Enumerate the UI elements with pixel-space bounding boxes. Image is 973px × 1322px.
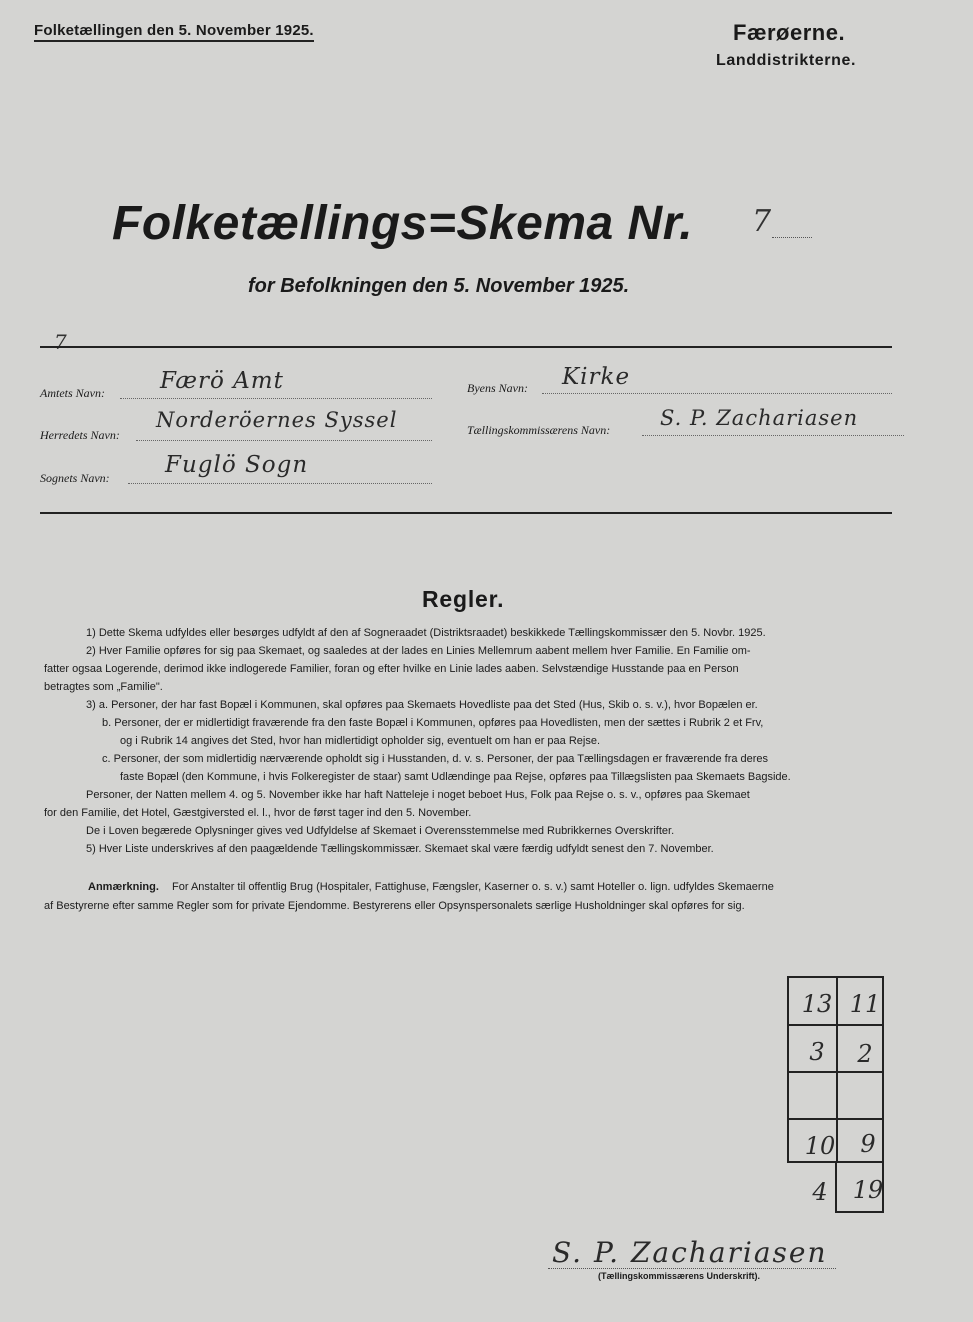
top-divider [40,346,892,348]
form-title: Folketællings=Skema Nr. [112,197,694,250]
rule-line-12: De i Loven begærede Oplysninger gives ved Udfyldelse af Skemaet i Overensstemmelse med Rubrikkernes Overskrifter. [86,825,675,837]
signature-caption: (Tællingskommissærens Underskrift). [598,1271,761,1281]
tally-cell: 2 [857,1040,873,1068]
signature-line [548,1268,836,1269]
form-subtitle: for Befolkningen den 5. November 1925. [248,275,630,297]
herred-label: Herredets Navn: [40,428,120,442]
tally-row-line [789,1118,882,1120]
sogn-value: Fuglö Sogn [165,452,309,478]
by-label: Byens Navn: [467,381,528,395]
by-value: Kirke [562,364,631,390]
note-line-2: af Bestyrerne efter samme Regler som for private Ejendomme. Bestyrerens eller Opsynspersonalets særlige Husholdninger skal opføres for sig. [44,900,745,912]
form-number-line [772,237,812,238]
rule-line-9: faste Bopæl (den Kommune, i hvis Folkeregister de staar) samt Udlændinge paa Rejse, opføres paa Tillægslisten paa Skemaets Bagside. [120,771,791,783]
rule-line-5: 3) a. Personer, der har fast Bopæl i Kommunen, skal opføres paa Skemaets Hovedliste paa det Sted (Hus, Skib o. s. v.), hvor Bopælen er. [86,699,758,711]
rule-line-6: b. Personer, der er midlertidigt fraværende fra den faste Bopæl i Kommunen, opføres paa Hovedlisten, men der sættes i Rubrik 2 et Frv, [102,717,764,729]
tally-cell: 9 [860,1130,876,1158]
kommissaer-label: Tællingskommissærens Navn: [467,423,611,437]
rule-line-13: 5) Hver Liste underskrives af den paagældende Tællingskommissær. Skemaet skal være færdig udfyldt senest den 7. November. [86,843,714,855]
amt-value: Færö Amt [160,368,284,394]
kommissaer-line [642,435,904,436]
tally-extension-bottom [835,1211,884,1213]
form-number: 7 [752,204,772,239]
herred-value: Norderöernes Syssel [156,408,398,432]
bottom-divider [40,512,892,514]
rule-line-3: fatter ogsaa Logerende, derimod ikke indlogerede Familier, foran og efter hvilke en Linie lades aaben. Selvstændige Husstande paa en Person [44,663,739,675]
sogn-line [128,483,432,484]
census-date-header: Folketællingen den 5. November 1925. [34,22,314,42]
note-label: Anmærkning. [88,881,159,893]
signature: S. P. Zachariasen [552,1236,828,1269]
sogn-label: Sognets Navn: [40,471,110,485]
rule-line-1: 1) Dette Skema udfyldes eller besørges udfyldt af den af Sogneraadet (Distriktsraadet) beskikkede Tællingskommissær den 5. Novbr. 1925. [86,627,766,639]
kommissaer-value: S. P. Zachariasen [660,406,859,430]
amt-label: Amtets Navn: [40,386,105,400]
tally-cell: 11 [849,990,881,1018]
tally-cell: 3 [809,1038,825,1066]
region-subtitle: Landdistrikterne. [716,52,857,69]
rule-line-11: for den Familie, det Hotel, Gæstgiversted el. l., hvor de først tager ind den 5. November. [44,807,472,819]
note-line-1: For Anstalter til offentlig Brug (Hospitaler, Fattighuse, Fængsler, Kaserner o. s. v.) samt Hoteller o. lign. udfyldes Skemaerne [172,881,774,893]
rule-line-7: og i Rubrik 14 angives det Sted, hvor han midlertidigt opholder sig, eventuelt om han er paa Rejse. [120,735,601,747]
tally-row-line [789,1024,882,1026]
side-number: 7 [54,330,67,354]
tally-cell: 4 [812,1178,828,1206]
herred-line [136,440,432,441]
rules-heading: Regler. [422,586,505,612]
rule-line-8: c. Personer, der som midlertidig nærværende opholdt sig i Husstanden, d. v. s. Personer, der paa Tællingsdagen er fraværende fra deres [102,753,769,765]
by-line [542,393,892,394]
rule-line-2: 2) Hver Familie opføres for sig paa Skemaet, og saaledes at der lades en Linies Mellemrum aabent mellem hver Familie. En Familie om- [86,645,751,657]
amt-line [120,398,432,399]
tally-row-line [789,1071,882,1073]
tally-cell: 10 [804,1132,836,1160]
tally-cell: 13 [801,990,833,1018]
rule-line-10: Personer, der Natten mellem 4. og 5. November ikke har haft Natteleje i noget beboet Hus, Folk paa Rejse o. s. v., opføres paa Skemaet [86,789,750,801]
region-title: Færøerne. [733,20,846,45]
tally-cell: 19 [852,1176,884,1204]
rule-line-4: betragtes som „Familie". [44,681,163,693]
